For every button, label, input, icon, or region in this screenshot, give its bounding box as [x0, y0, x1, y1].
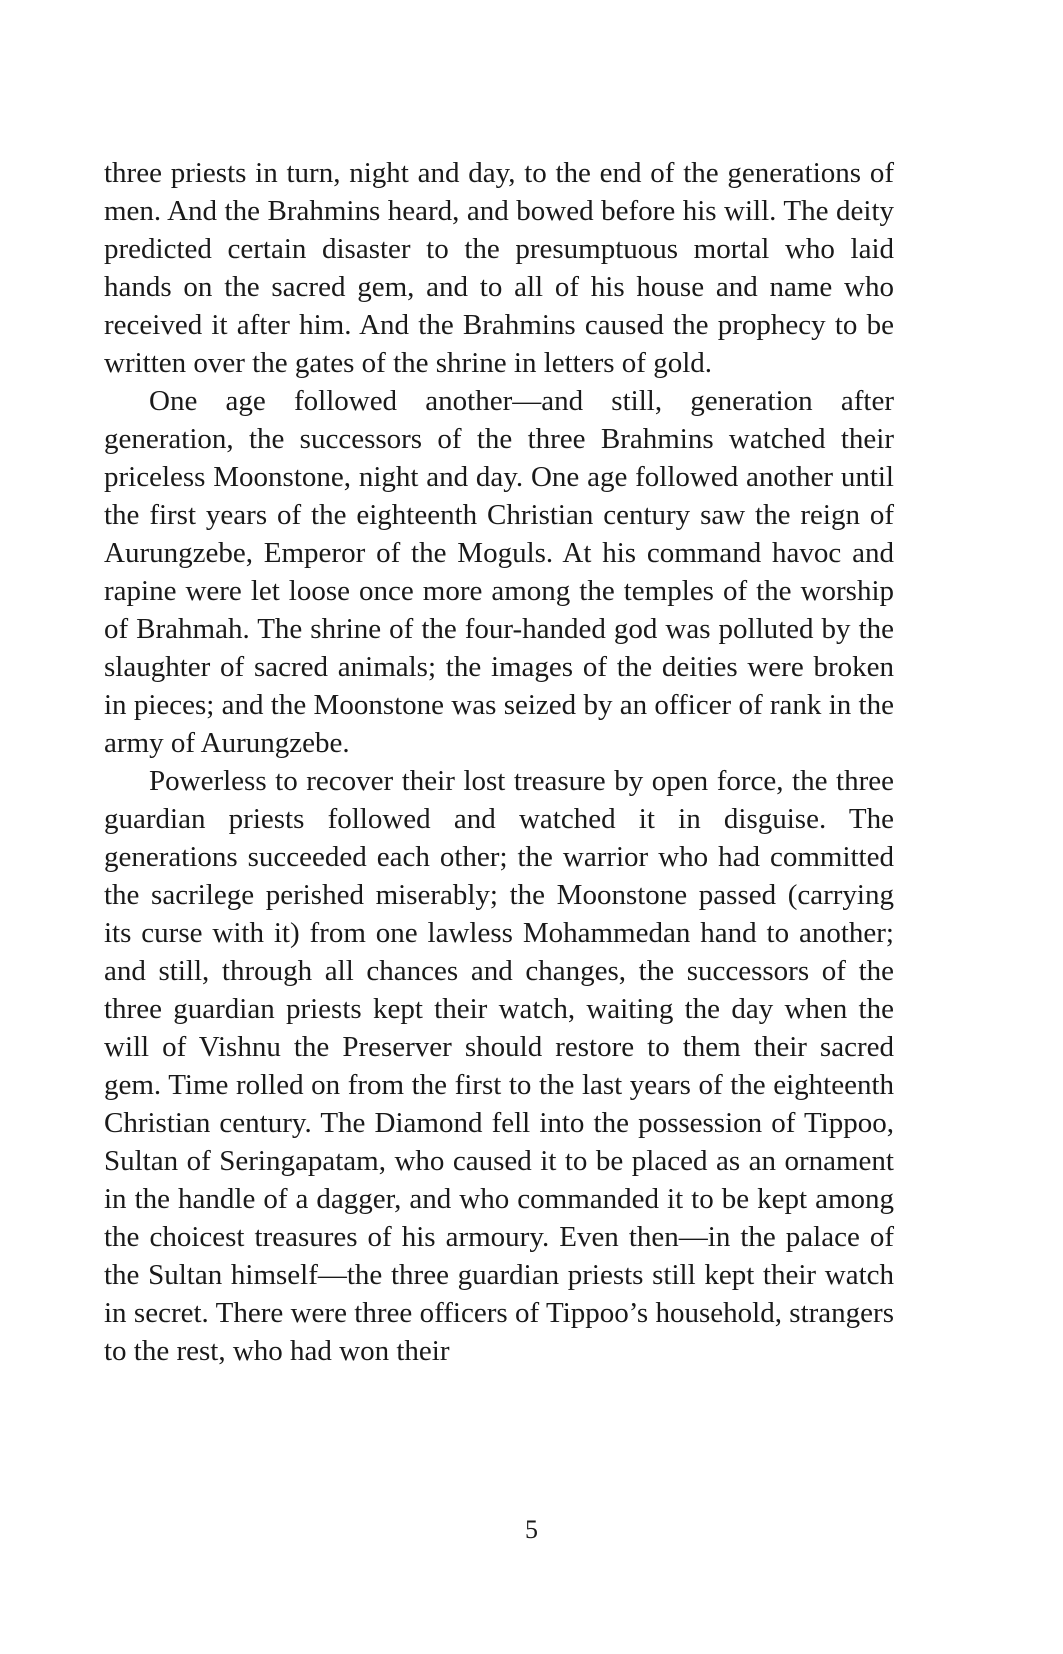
paragraph-3: Powerless to recover their lost treasure by open force, the three guardian priests followed and watched it in disguise. The generations succeeded each other; the warrior who had committed the sacrilege perished miserably; the Moonstone passed (carrying its curse with it) from one lawless Mohammedan hand to another; and still, through all chances and changes, the successors of the three guardian priests kept their watch, waiting the day when the will of Vishnu the Preserver should restore to them their sacred gem. Time rolled on from the first to the last years of the eighteenth Christian century. The Diamond fell into the possession of Tippoo, Sultan of Seringapatam, who caused it to be placed as an ornament in the handle of a dagger, and who commanded it to be kept among the choicest treasures of his armoury. Even then—in the palace of the Sultan himself—the three guardian priests still kept their watch in secret. There were three officers of Tippoo’s household, strangers to the rest, who had won their [104, 765, 894, 1367]
page-number: 5 [525, 1515, 538, 1544]
body-text [104, 154, 894, 1370]
paragraph-1: three priests in turn, night and day, to the end of the generations of men. And the Brahmins heard, and bowed before his will. The deity predicted certain disaster to the presumptuous mortal who laid hands on the sacred gem, and to all of his house and name who received it after him. And the Brahmins caused the prophecy to be written over the gates of the shrine in letters of gold. [104, 157, 894, 379]
paragraph-2: One age followed another—and still, generation after generation, the successors of the three Brahmins watched their priceless Moonstone, night and day. One age followed another until the first years of the eighteenth Christian century saw the reign of Aurungzebe, Emperor of the Moguls. At his command havoc and rapine were let loose once more among the temples of the worship of Brahmah. The shrine of the four-handed god was polluted by the slaughter of sacred animals; the images of the deities were broken in pieces; and the Moonstone was seized by an officer of rank in the army of Aurungzebe. [104, 385, 894, 759]
